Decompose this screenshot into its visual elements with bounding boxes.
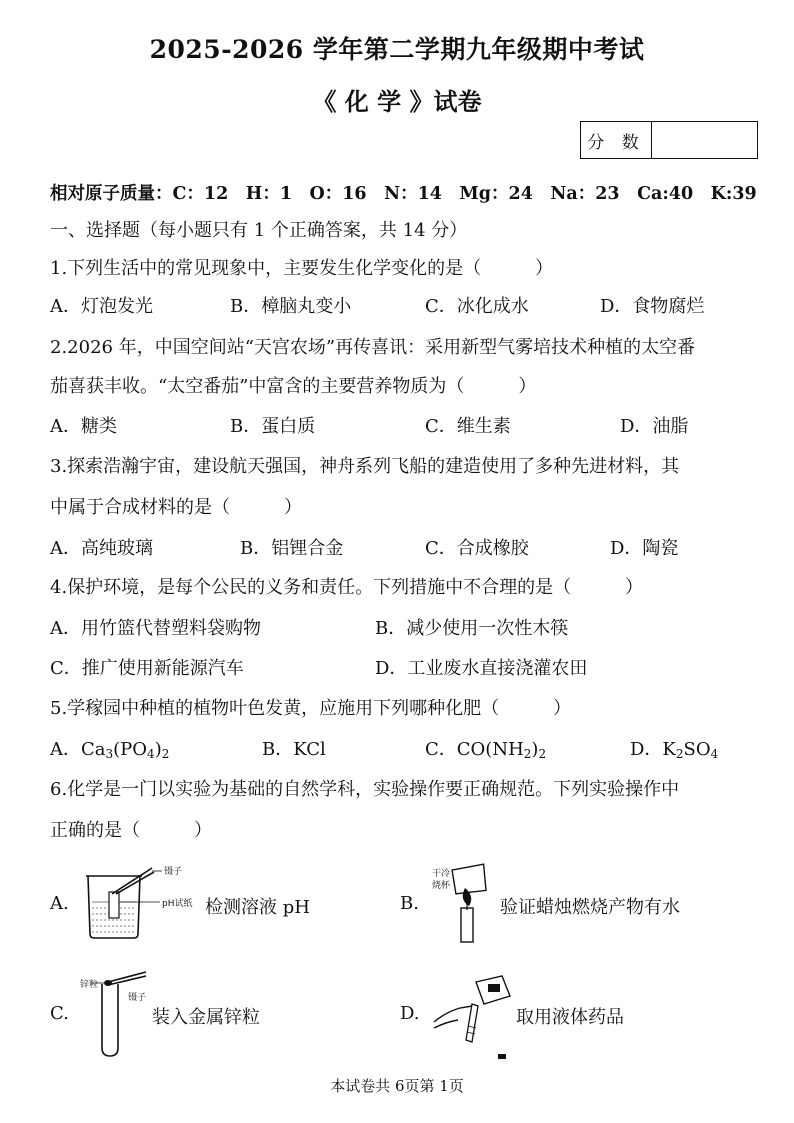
q6-option-d-text: 取用液体药品 (516, 1007, 624, 1028)
q6-option-d-letter[interactable]: D. (400, 1003, 420, 1024)
score-box (580, 121, 758, 159)
q5-stem: 5.学稼园中种植的植物叶色发黄，应施用下列哪种化肥（ ） (50, 698, 572, 719)
q2-option-b[interactable]: B．蛋白质 (230, 416, 316, 437)
q4-option-c[interactable]: C．推广使用新能源汽车 (50, 658, 244, 679)
exam-title: 2025-2026 学年第二学期九年级期中考试 (149, 35, 645, 64)
q2-stem-line1: 2.2026 年，中国空间站“天宫农场”再传喜讯：采用新型气雾培技术种植的太空番 (50, 337, 696, 358)
atomic-masses: 相对原子质量：C：12 H：1 O：16 N：14 Mg：24 Na：23 Ca:40 K:39 (50, 184, 757, 204)
q6-option-a-letter[interactable]: A. (50, 893, 69, 914)
q6-stem-line1: 6.化学是一门以实验为基础的自然学科，实验操作要正确规范。下列实验操作中 (50, 779, 680, 800)
q6-figure-c-label-zinc: 锌粒 (80, 980, 99, 990)
q6-option-b-text: 验证蜡烛燃烧产物有水 (500, 897, 680, 918)
q1-option-d[interactable]: D．食物腐烂 (600, 296, 705, 317)
q1-option-c[interactable]: C．冰化成水 (425, 296, 529, 317)
q3-option-a[interactable]: A．高纯玻璃 (50, 538, 153, 559)
q5-option-d[interactable]: D．$K_2SO_4$ (630, 739, 719, 761)
q1-stem: 1.下列生活中的常见现象中，主要发生化学变化的是（ ） (50, 258, 554, 279)
q1-option-a[interactable]: A．灯泡发光 (50, 296, 153, 317)
q6-figure-b-label-2: 烧杯 (432, 881, 451, 891)
q2-option-c[interactable]: C．维生素 (425, 416, 511, 437)
section-heading: 一、选择题（每小题只有 1 个正确答案，共 14 分） (50, 220, 468, 241)
q6-figure-c-label-tweezers: 镊子 (128, 993, 147, 1003)
q3-stem-line2: 中属于合成材料的是（ ） (50, 497, 302, 518)
q1-option-b[interactable]: B．樟脑丸变小 (230, 296, 352, 317)
q6-option-b-letter[interactable]: B. (400, 893, 419, 914)
q5-option-b[interactable]: B．KCl (262, 739, 326, 760)
q6-option-c-text: 装入金属锌粒 (152, 1007, 260, 1028)
q6-figure-a-label-ph-paper: pH试纸 (162, 899, 193, 909)
q5-option-a[interactable]: A．$Ca_3(PO_4)_2$ (50, 739, 170, 761)
q6-option-c-letter[interactable]: C. (50, 1003, 69, 1024)
q6-option-a-text: 检测溶液 pH (205, 897, 310, 918)
q2-option-d[interactable]: D．油脂 (620, 416, 689, 437)
q2-option-a[interactable]: A．糖类 (50, 416, 117, 437)
q6-stem-line2: 正确的是（ ） (50, 820, 212, 841)
score-label: 分 数 (581, 122, 652, 158)
score-field[interactable] (652, 122, 757, 158)
q3-option-b[interactable]: B．铝锂合金 (240, 538, 344, 559)
q2-stem-line2: 茄喜获丰收。“太空番茄”中富含的主要营养物质为（ ） (50, 376, 537, 397)
q4-option-a[interactable]: A．用竹篮代替塑料袋购物 (50, 618, 261, 639)
page-footer: 本试卷共 6页第 1页 (330, 1077, 464, 1095)
q3-option-c[interactable]: C．合成橡胶 (425, 538, 529, 559)
q6-figure-d (432, 970, 516, 1060)
q3-stem-line1: 3.探索浩瀚宇宙，建设航天强国，神舟系列飞船的建造使用了多种先进材料，其 (50, 456, 680, 477)
q5-option-c[interactable]: C．$CO(NH_2)_2$ (425, 739, 547, 761)
q6-figure-a-label-tweezers: 镊子 (164, 867, 183, 877)
q6-figure-b-label-1: 干冷 (432, 869, 451, 879)
q4-stem: 4.保护环境，是每个公民的义务和责任。下列措施中不合理的是（ ） (50, 577, 644, 598)
q3-option-d[interactable]: D．陶瓷 (610, 538, 679, 559)
exam-subtitle: 《 化 学 》试卷 (312, 87, 482, 116)
q4-option-b[interactable]: B．减少使用一次性木筷 (375, 618, 569, 639)
q4-option-d[interactable]: D．工业废水直接浇灌农田 (375, 658, 588, 679)
